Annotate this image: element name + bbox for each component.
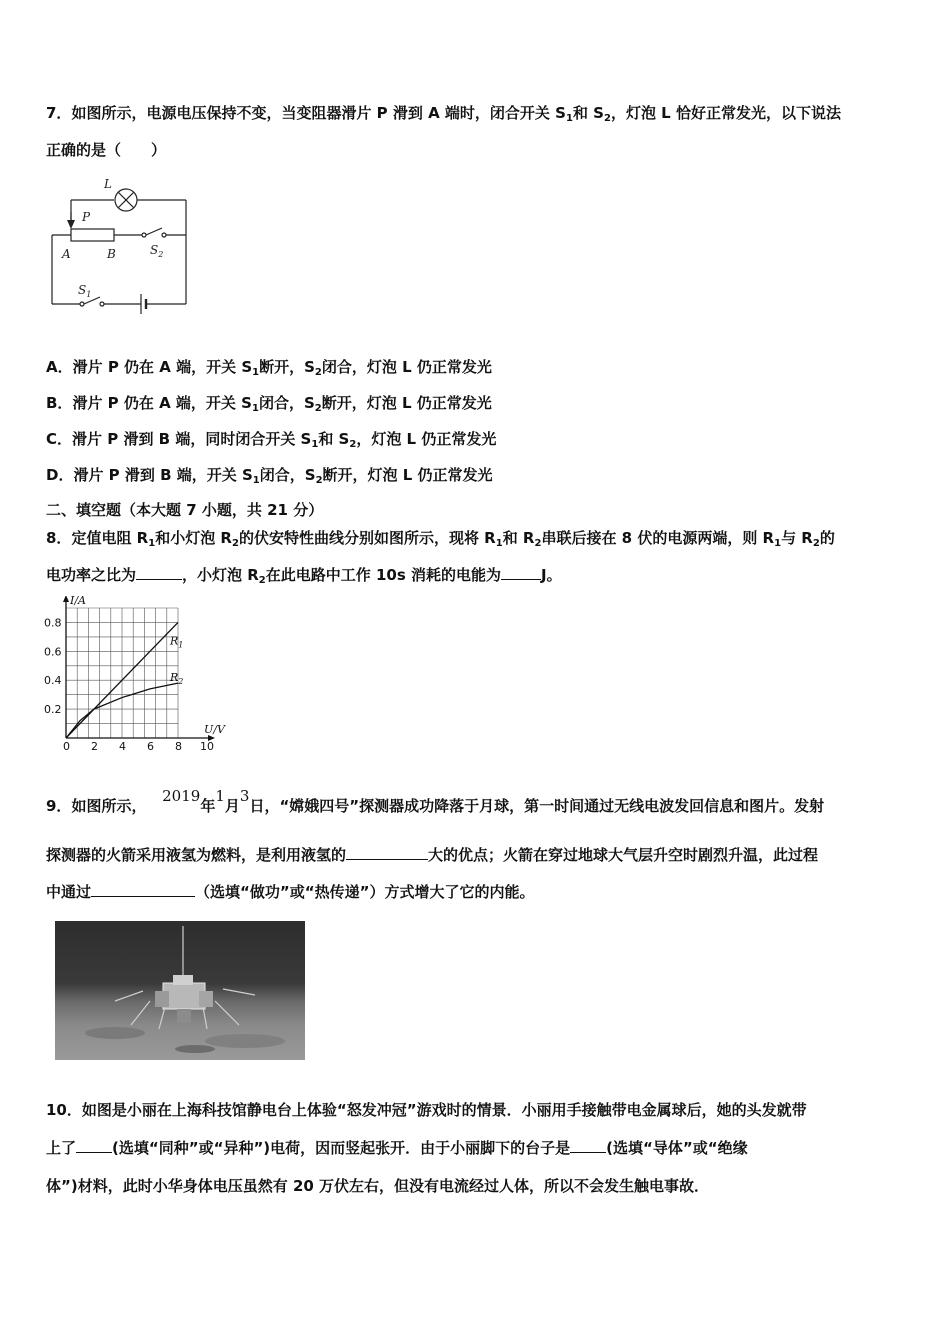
y-axis-arrow-icon <box>63 596 69 602</box>
q7-option-a: A．滑片 P 仍在 A 端，开关 $S_1$断开，$S_2$闭合，灯泡 L 仍正常发光 <box>46 358 492 378</box>
answer-blank[interactable] <box>346 845 428 860</box>
y-tick-label: 0.2 <box>44 703 62 717</box>
section-title: 二、填空题（本大题 7 小题，共 21 分） <box>46 501 324 519</box>
x-tick-label: 6 <box>147 740 154 752</box>
q7-stem-line1: 7．如图所示，电源电压保持不变，当变阻器滑片 P 滑到 A 端时，闭合开关 $S_1$和 $S_2$，灯泡 L 恰好正常发光，以下说法 <box>46 104 841 124</box>
svg-text:S1: $S_1$ <box>78 283 92 299</box>
answer-blank[interactable] <box>91 882 195 897</box>
y-tick-label: 0.8 <box>44 616 62 630</box>
switch-s2 <box>146 228 162 235</box>
y-axis-label: I/A <box>70 596 86 607</box>
q7-circuit-diagram <box>44 172 194 324</box>
answer-blank[interactable] <box>570 1138 606 1153</box>
iv-chart <box>44 596 244 752</box>
q9-stem-line1: 9．如图所示， 2019年1月3日，“嫦娥四号”探测器成功降落于月球，第一时间通过无线电波发回信息和图片。发射 <box>46 787 825 815</box>
x-tick-label: 10 <box>200 740 214 752</box>
q9-stem-line2: 探测器的火箭采用液氢为燃料，是利用液氢的 大的优点；火箭在穿过地球大气层升空时剧烈升温，此过程 <box>46 846 819 864</box>
answer-blank[interactable] <box>501 565 541 580</box>
q7-stem-line2: 正确的是（ ） <box>46 141 167 159</box>
q10-stem-line1: 10．如图是小丽在上海科技馆静电台上体验“怒发冲冠”游戏时的情景．小丽用手接触带电金属球后，她的头发就带 <box>46 1101 807 1119</box>
q8-stem-line2: 电功率之比为 ，小灯泡 $R_2$在此电路中工作 10s 消耗的电能为 J。 <box>46 566 562 586</box>
svg-text:A: A <box>62 247 71 261</box>
q10-stem-line3: 体”)材料，此时小华身体电压虽然有 20 万伏左右，但没有电流经过人体，所以不会发生触电事故． <box>46 1177 710 1195</box>
rheostat <box>71 229 114 241</box>
q9-stem-line3: 中通过 （选填“做功”或“热传递”）方式增大了它的内能。 <box>46 883 535 901</box>
q10-stem-line2: 上了 (选填“同种”或“异种”)电荷，因而竖起张开．由于小丽脚下的台子是 (选填“导体”或“绝缘 <box>46 1139 748 1157</box>
y-tick-label: 0.4 <box>44 674 62 688</box>
answer-blank[interactable] <box>136 565 182 580</box>
x-tick-label: 8 <box>175 740 182 752</box>
answer-blank[interactable] <box>76 1138 112 1153</box>
x-tick-label: 0 <box>63 740 70 752</box>
x-axis-label: U/V <box>204 723 225 736</box>
q8-stem-line1: 8．定值电阻 $R_1$和小灯泡 $R_2$的伏安特性曲线分别如图所示，现将 $R_1$和 $R_2$串联后接在 8 伏的电源两端，则 $R_1$与 $R_2$的 <box>46 529 835 549</box>
q7-option-c: C．滑片 P 滑到 B 端，同时闭合开关 $S_1$和 $S_2$，灯泡 L 仍正常发光 <box>46 430 497 450</box>
x-tick-label: 4 <box>119 740 126 752</box>
q7-option-b: B．滑片 P 仍在 A 端，开关 $S_1$闭合，$S_2$断开，灯泡 L 仍正常发光 <box>46 394 492 414</box>
svg-text:P: P <box>82 210 91 224</box>
svg-text:S2: $S_2$ <box>150 243 164 259</box>
x-tick-label: 2 <box>91 740 98 752</box>
lunar-lander-photo <box>55 921 305 1060</box>
series-label-r1: $R_1$ <box>170 634 184 650</box>
series-label-r2: $R_2$ <box>170 671 184 687</box>
y-tick-label: 0.6 <box>44 645 62 659</box>
q7-option-d: D．滑片 P 滑到 B 端，开关 $S_1$闭合，$S_2$断开，灯泡 L 仍正常发光 <box>46 466 493 486</box>
svg-text:L: L <box>104 177 112 191</box>
svg-text:B: B <box>107 247 116 261</box>
slider-arrow-icon <box>67 220 75 229</box>
